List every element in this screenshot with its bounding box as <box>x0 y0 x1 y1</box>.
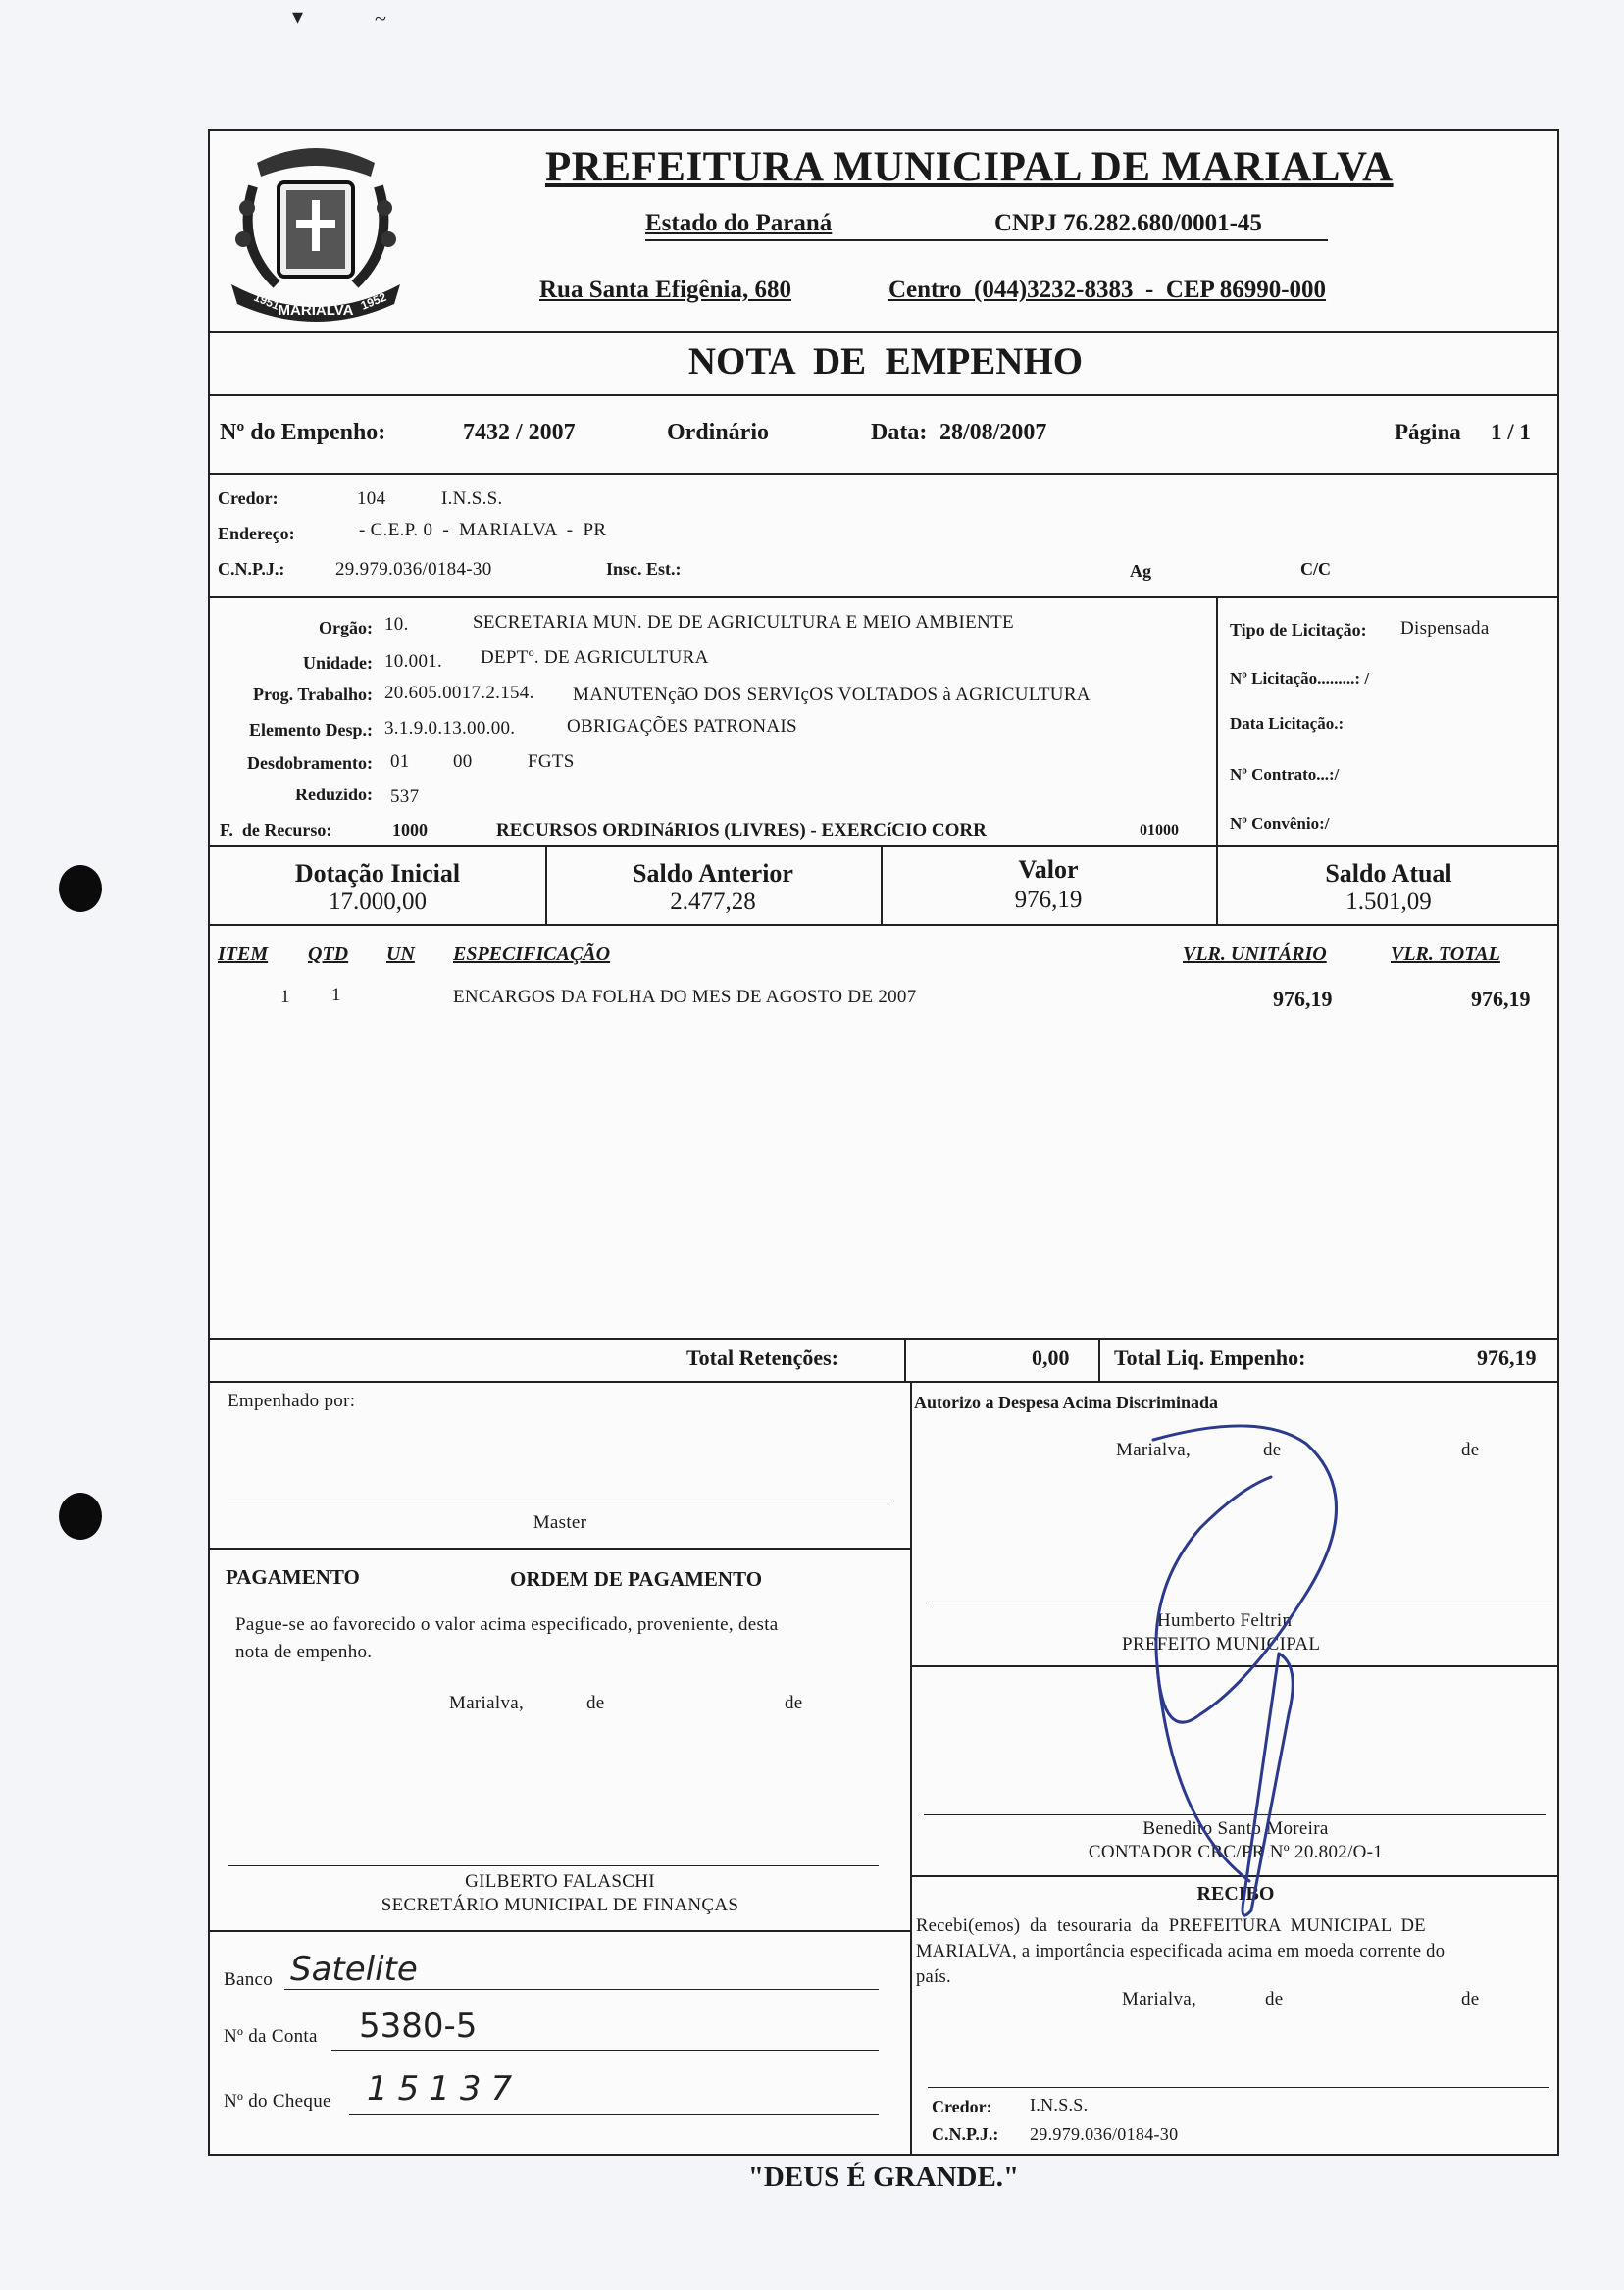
desdobramento-label: Desdobramento: <box>247 753 373 773</box>
agency-label: Ag <box>1130 561 1151 581</box>
document-title: NOTA DE EMPENHO <box>687 340 1084 382</box>
nota-de-empenho-form <box>208 129 1559 2156</box>
empenho-date: 28/08/2007 <box>939 420 1047 445</box>
banco-handwritten: Satelite <box>290 1950 418 1989</box>
punch-hole-top <box>59 865 102 912</box>
col-header-un: UN <box>386 943 415 965</box>
divider <box>210 596 1557 598</box>
pague-text-line1: Pague-se ao favorecido o valor acima especificado, proveniente, desta <box>235 1614 779 1635</box>
contador-name: Benedito Santo Moreira <box>1142 1818 1329 1839</box>
credor-label: Credor: <box>218 488 279 508</box>
cheque-line <box>349 2114 879 2115</box>
fonte-recurso-label: F. de Recurso: <box>220 820 332 840</box>
numero-licitacao: Nº Licitação.........: / <box>1230 669 1370 687</box>
recibo-de-2: de <box>1461 1989 1480 2010</box>
divider <box>210 473 1557 475</box>
secretario-signature-line <box>228 1865 879 1866</box>
divider <box>210 331 1557 333</box>
col-header-total-value: VLR. TOTAL <box>1391 943 1500 965</box>
recibo-place: Marialva, <box>1122 1989 1197 2010</box>
autorizo-heading: Autorizo a Despesa Acima Discriminada <box>914 1393 1218 1412</box>
col-header-qtd: QTD <box>308 943 349 965</box>
fonte-recurso-code: 1000 <box>392 820 428 840</box>
recibo-text-line3: país. <box>916 1967 951 1987</box>
prog-trabalho-label: Prog. Trabalho: <box>252 685 373 704</box>
recibo-credor-value: I.N.S.S. <box>1030 2095 1089 2114</box>
contador-title: CONTADOR CRC/PR Nº 20.802/O-1 <box>1088 1842 1384 1862</box>
state-cnpj-underline <box>645 239 1328 241</box>
saldo-anterior-value: 2.477,28 <box>670 889 756 915</box>
prog-trabalho-code: 20.605.0017.2.154. <box>384 683 534 703</box>
orgao-label: Orgão: <box>319 618 373 637</box>
credor-code: 104 <box>357 488 386 509</box>
dotacao-inicial-label: Dotação Inicial <box>294 859 461 888</box>
unidade-label: Unidade: <box>302 653 373 673</box>
municipality-contact: Centro (044)3232-8383 - CEP 86990-000 <box>888 277 1327 303</box>
divider <box>210 394 1557 396</box>
divider <box>210 1930 910 1932</box>
municipality-title: PREFEITURA MUNICIPAL DE MARIALVA <box>545 144 1394 190</box>
svg-text:1951: 1951 <box>251 289 281 313</box>
divider <box>904 1338 906 1381</box>
valor-value: 976,19 <box>1014 887 1083 913</box>
total-retencoes-label: Total Retenções: <box>686 1346 838 1370</box>
empenhado-por-name: Master <box>533 1512 587 1533</box>
tipo-licitacao-label: Tipo de Licitação: <box>1230 620 1367 639</box>
divider <box>210 1548 910 1550</box>
divider <box>1216 596 1218 845</box>
divider <box>910 1381 912 2156</box>
total-liquido-value: 976,19 <box>1477 1346 1537 1370</box>
municipality-cnpj: CNPJ 76.282.680/0001-45 <box>994 210 1262 236</box>
item-spec: ENCARGOS DA FOLHA DO MES DE AGOSTO DE 2007 <box>453 987 917 1007</box>
cnpj-label: C.N.P.J.: <box>218 559 285 579</box>
reduzido-value: 537 <box>390 787 420 807</box>
page-number: 1 / 1 <box>1491 420 1531 444</box>
tipo-licitacao-value: Dispensada <box>1400 618 1490 638</box>
ordem-de-1: de <box>586 1693 605 1713</box>
recibo-text-line1: Recebi(emos) da tesouraria da PREFEITURA MUNICIPAL DE <box>916 1916 1426 1936</box>
numero-contrato: Nº Contrato...:/ <box>1230 765 1340 784</box>
scan-speck: ▾ <box>292 4 304 28</box>
account-label: C/C <box>1300 559 1331 579</box>
footer-motto: "DEUS É GRANDE." <box>747 2162 1020 2193</box>
unidade-name: DEPTº. DE AGRICULTURA <box>481 647 709 668</box>
svg-text:1952: 1952 <box>358 289 388 313</box>
cheque-label: Nº do Cheque <box>224 2091 331 2112</box>
reduzido-label: Reduzido: <box>294 785 373 804</box>
pagamento-heading: PAGAMENTO <box>226 1565 360 1589</box>
divider <box>1098 1338 1100 1381</box>
elemento-label: Elemento Desp.: <box>249 720 373 739</box>
numero-convenio: Nº Convênio:/ <box>1230 814 1330 833</box>
scan-speck: ~ <box>375 6 386 30</box>
insc-est-label: Insc. Est.: <box>606 559 682 579</box>
page-label: Página <box>1395 420 1461 444</box>
banco-line <box>284 1989 879 1990</box>
empenho-number-label: Nº do Empenho: <box>220 420 386 445</box>
divider <box>210 1381 1557 1383</box>
desdobramento-b: 00 <box>453 751 473 772</box>
empenho-number: 7432 / 2007 <box>463 420 576 445</box>
ordem-pagamento-heading: ORDEM DE PAGAMENTO <box>510 1567 763 1591</box>
conta-label: Nº da Conta <box>224 2026 318 2047</box>
secretario-title: SECRETÁRIO MUNICIPAL DE FINANÇAS <box>381 1895 739 1915</box>
item-number: 1 <box>280 987 290 1007</box>
banco-label: Banco <box>224 1969 274 1990</box>
prefeito-title: PREFEITO MUNICIPAL <box>1122 1634 1321 1654</box>
item-total-value: 976,19 <box>1471 987 1531 1011</box>
recibo-text-line2: MARIALVA, a importância especificada acima em moeda corrente do <box>916 1942 1446 1961</box>
recibo-cnpj-label: C.N.P.J.: <box>932 2124 999 2144</box>
svg-text:MARIALVA: MARIALVA <box>278 302 354 319</box>
conta-handwritten: 5380-5 <box>359 2007 478 2046</box>
municipality-address: Rua Santa Efigênia, 680 <box>539 277 791 303</box>
pague-text-line2: nota de empenho. <box>235 1642 373 1662</box>
divider <box>210 845 1557 847</box>
empenho-date-label: Data: <box>871 420 928 445</box>
ordem-place: Marialva, <box>449 1693 525 1713</box>
prefeito-name: Humberto Feltrin <box>1157 1610 1293 1631</box>
credor-name: I.N.S.S. <box>441 488 503 509</box>
orgao-name: SECRETARIA MUN. DE DE AGRICULTURA E MEIO AMBIENTE <box>473 612 1014 633</box>
municipal-seal-logo <box>218 137 414 333</box>
prefeito-handwritten-signature <box>1142 1420 1396 1930</box>
empenhado-por-label: Empenhado por: <box>228 1391 356 1411</box>
autorizo-place: Marialva, <box>1116 1440 1192 1460</box>
saldo-anterior-label: Saldo Anterior <box>633 859 793 888</box>
recibo-credor-label: Credor: <box>932 2097 992 2116</box>
col-header-item: ITEM <box>218 943 269 965</box>
divider <box>210 1338 1557 1340</box>
data-licitacao: Data Licitação.: <box>1230 714 1345 733</box>
endereco-label: Endereço: <box>218 524 295 543</box>
item-unit-value: 976,19 <box>1273 987 1333 1011</box>
credor-cnpj: 29.979.036/0184-30 <box>335 559 492 580</box>
autorizo-de-1: de <box>1263 1440 1282 1460</box>
recibo-de-1: de <box>1265 1989 1284 2010</box>
divider <box>210 924 1557 926</box>
elemento-code: 3.1.9.0.13.00.00. <box>384 718 516 738</box>
dotacao-inicial-value: 17.000,00 <box>329 889 427 915</box>
cheque-handwritten: 15137 <box>367 2069 523 2109</box>
secretario-name: GILBERTO FALASCHI <box>465 1871 655 1892</box>
ordem-de-2: de <box>785 1693 803 1713</box>
desdobramento-name: FGTS <box>528 751 575 772</box>
fonte-recurso-name: RECURSOS ORDINáRIOS (LIVRES) - EXERCíCIO CORR <box>496 820 987 840</box>
total-retencoes-value: 0,00 <box>1032 1346 1070 1370</box>
total-liquido-label: Total Liq. Empenho: <box>1114 1346 1306 1370</box>
endereco-value: - C.E.P. 0 - MARIALVA - PR <box>359 520 607 540</box>
saldo-atual-value: 1.501,09 <box>1345 889 1432 915</box>
conta-line <box>331 2050 879 2051</box>
fonte-recurso-code2: 01000 <box>1140 822 1179 839</box>
orgao-code: 10. <box>384 614 409 635</box>
saldo-atual-label: Saldo Atual <box>1325 859 1452 888</box>
elemento-name: OBRIGAÇÕES PATRONAIS <box>567 716 797 737</box>
recibo-heading: RECIBO <box>1196 1883 1275 1905</box>
desdobramento-a: 01 <box>390 751 410 772</box>
unidade-code: 10.001. <box>384 651 443 672</box>
empenho-type: Ordinário <box>667 420 770 445</box>
recibo-cnpj-value: 29.979.036/0184-30 <box>1030 2124 1179 2144</box>
state-label: Estado do Paraná <box>645 210 833 236</box>
col-header-spec: ESPECIFICAÇÃO <box>453 943 611 965</box>
autorizo-de-2: de <box>1461 1440 1480 1460</box>
col-header-unit-value: VLR. UNITÁRIO <box>1183 943 1327 965</box>
recibo-signature-line <box>928 2087 1549 2088</box>
valor-label: Valor <box>1018 855 1079 884</box>
punch-hole-bottom <box>59 1493 102 1540</box>
prog-trabalho-name: MANUTENçãO DOS SERVIçOS VOLTADOS à AGRICULTURA <box>573 685 1091 705</box>
item-qty: 1 <box>331 985 341 1005</box>
